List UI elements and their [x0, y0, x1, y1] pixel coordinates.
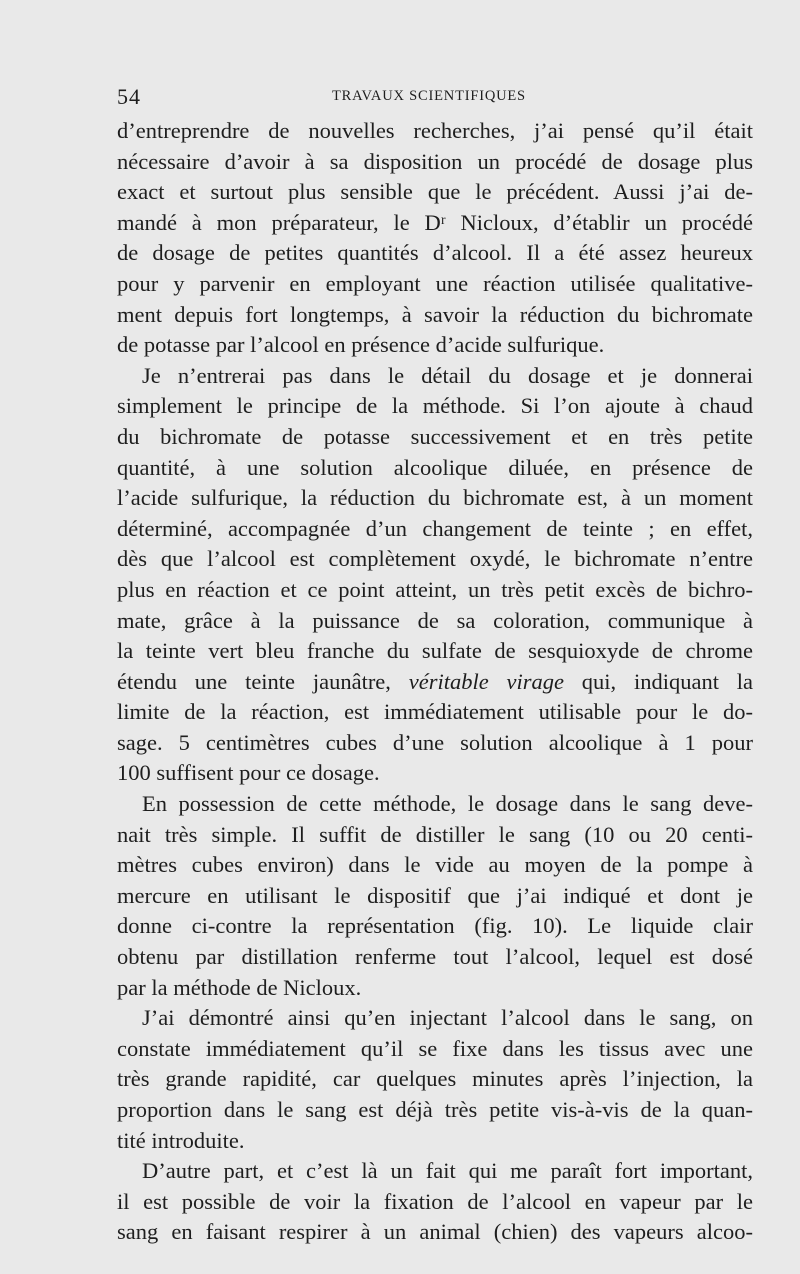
page-number: 54: [117, 84, 141, 109]
italic-phrase: véritable virage: [408, 668, 564, 694]
text-line: nécessaire d’avoir à sa disposition un procédé de dosage plus: [117, 148, 753, 174]
body-text: [117, 116, 753, 1248]
text-line: En possession de cette méthode, le dosage dans le sang deve-: [142, 791, 753, 817]
text-line: donne ci-contre la représentation (fig. 10). Le liquide clair: [117, 913, 753, 939]
text-line: dès que l’alcool est complètement oxydé, le bichromate n’entre: [117, 546, 753, 572]
text-line: mate, grâce à la puissance de sa coloration, communique à: [117, 607, 753, 633]
text-line: pour y parvenir en employant une réaction utilisée qualitative-: [117, 270, 753, 296]
text-line: exact et surtout plus sensible que le précédent. Aussi j’ai de-: [117, 179, 753, 205]
text-line: par la méthode de Nicloux.: [117, 974, 362, 1000]
text-line: Je n’entrerai pas dans le détail du dosage et je donnerai: [142, 362, 753, 388]
text-line: simplement le principe de la méthode. Si l’on ajoute à chaud: [117, 393, 753, 419]
text-line: ment depuis fort longtemps, à savoir la réduction du bichromate: [117, 301, 753, 327]
text-line: mandé à mon préparateur, le Dʳ Nicloux, d’établir un procédé: [117, 209, 753, 235]
text-line: tité introduite.: [117, 1127, 245, 1153]
text-line: de potasse par l’alcool en présence d’acide sulfurique.: [117, 332, 605, 358]
text-line: la teinte vert bleu franche du sulfate de sesquioxyde de chrome: [117, 638, 753, 664]
text-line: quantité, à une solution alcoolique diluée, en présence de: [117, 454, 753, 480]
text-line: l’acide sulfurique, la réduction du bichromate est, à un moment: [117, 485, 753, 511]
text-line: étendu une teinte jaunâtre, véritable virage qui, indiquant la: [117, 668, 753, 694]
text-line: D’autre part, et c’est là un fait qui me paraît fort important,: [142, 1158, 753, 1184]
text-line: sang en faisant respirer à un animal (chien) des vapeurs alcoo-: [117, 1219, 753, 1245]
text-line: constate immédiatement qu’il se fixe dans les tissus avec une: [117, 1035, 753, 1061]
running-title: TRAVAUX SCIENTIFIQUES: [332, 88, 526, 104]
text-line: mètres cubes environ) dans le vide au moyen de la pompe à: [117, 852, 753, 878]
text-line: limite de la réaction, est immédiatement utilisable pour le do-: [117, 699, 753, 725]
text-line: sage. 5 centimètres cubes d’une solution alcoolique à 1 pour: [117, 729, 753, 755]
text-line: de dosage de petites quantités d’alcool. Il a été assez heureux: [117, 240, 753, 266]
page-header: [117, 80, 757, 112]
text-line: il est possible de voir la fixation de l’alcool en vapeur par le: [117, 1188, 753, 1214]
text-line: d’entreprendre de nouvelles recherches, j’ai pensé qu’il était: [117, 118, 753, 143]
text-line: J’ai démontré ainsi qu’en injectant l’alcool dans le sang, on: [142, 1005, 753, 1031]
text-line: 100 suffisent pour ce dosage.: [117, 760, 380, 786]
text-line: du bichromate de potasse successivement et en très petite: [117, 423, 753, 449]
text-line: très grande rapidité, car quelques minutes après l’injection, la: [117, 1066, 753, 1092]
text-line: obtenu par distillation renferme tout l’alcool, lequel est dosé: [117, 944, 753, 970]
text-line: nait très simple. Il suffit de distiller le sang (10 ou 20 centi-: [117, 821, 753, 847]
text-line: mercure en utilisant le dispositif que j’ai indiqué et dont je: [117, 882, 753, 908]
text-line: déterminé, accompagnée d’un changement de teinte ; en effet,: [117, 515, 753, 541]
text-line: plus en réaction et ce point atteint, un très petit excès de bichro-: [117, 576, 753, 602]
text-line: proportion dans le sang est déjà très petite vis-à-vis de la quan-: [117, 1097, 753, 1122]
